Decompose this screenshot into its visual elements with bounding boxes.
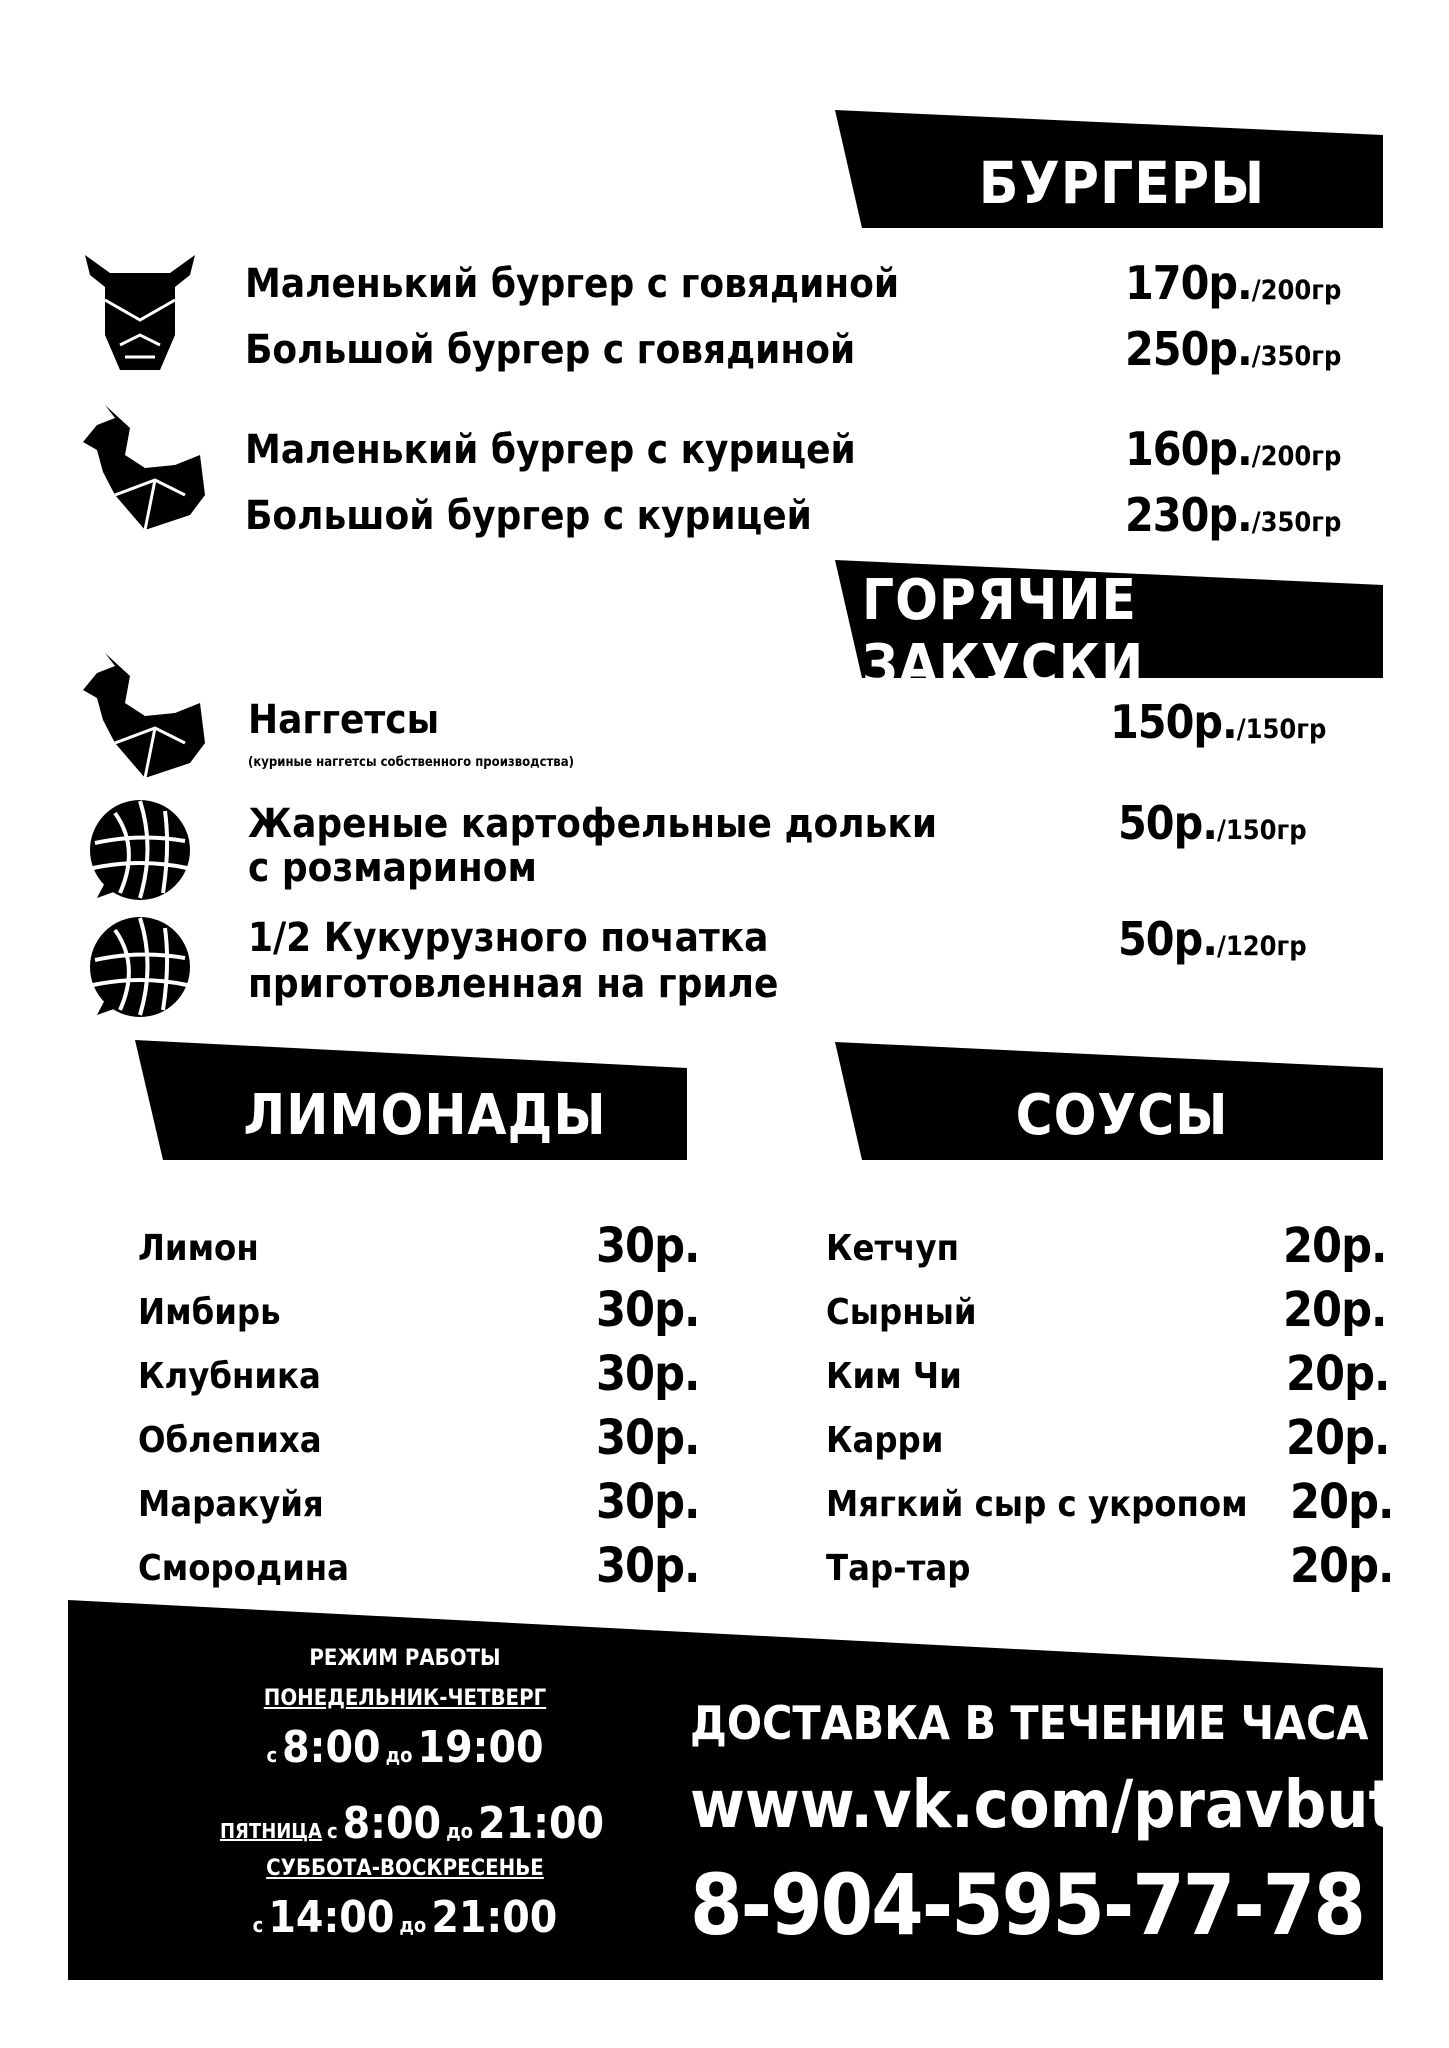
weekend-label: СУББОТА-ВОСКРЕСЕНЬЕ [266, 1856, 544, 1881]
menu-item-name: Большой бургер с курицей [245, 493, 812, 539]
lemonade-name: Имбирь [138, 1292, 281, 1333]
friday-hours: ПЯТНИЦА с 8:00 до 21:00 [220, 1798, 605, 1849]
lemonade-price: 30р. [596, 1474, 700, 1530]
menu-item-name: Большой бургер с говядиной [245, 327, 856, 373]
menu-item-name: 1/2 Кукурузного початка [248, 915, 769, 961]
sauce-price: 20р. [1286, 1410, 1390, 1466]
lemonade-price: 30р. [596, 1282, 700, 1338]
menu-item-name: Жареные картофельные дольки [248, 801, 938, 847]
chicken-icon [75, 400, 210, 535]
sauce-price: 20р. [1283, 1282, 1387, 1338]
weekdays-hours: с 8:00 до 19:00 [266, 1722, 544, 1773]
menu-item-price: 160р./200гр [1125, 422, 1342, 476]
menu-item-name: Маленький бургер с говядиной [245, 261, 900, 307]
section-title-burgers: БУРГЕРЫ [978, 149, 1266, 217]
section-title-lemonades: ЛИМОНАДЫ [243, 1082, 607, 1148]
sauce-name: Ким Чи [826, 1356, 962, 1397]
lemonade-price: 30р. [596, 1410, 700, 1466]
menu-item-price: 50р./150гр [1118, 796, 1307, 850]
menu-item-name: приготовленная на гриле [248, 961, 779, 1007]
menu-item-note: (куриные наггетсы собственного производства) [248, 755, 574, 770]
menu-item-name: Наггетсы [248, 697, 440, 743]
menu-item-name: с розмарином [248, 845, 537, 891]
menu-item-price: 170р./200гр [1125, 256, 1342, 310]
phone-number[interactable]: 8-904-595-77-78 [690, 1856, 1364, 1954]
lemonade-price: 30р. [596, 1218, 700, 1274]
sauce-price: 20р. [1290, 1474, 1394, 1530]
sauce-price: 20р. [1290, 1538, 1394, 1594]
menu-item-price: 50р./120гр [1118, 912, 1307, 966]
menu-item-price: 150р./150гр [1110, 695, 1327, 749]
lemonade-price: 30р. [596, 1346, 700, 1402]
sauce-price: 20р. [1283, 1218, 1387, 1274]
menu-item-price: 230р./350гр [1125, 488, 1342, 542]
cow-head-icon [80, 245, 200, 380]
lemonade-name: Маракуйя [138, 1484, 324, 1525]
website-link[interactable]: www.vk.com/pravbut [690, 1766, 1397, 1843]
weekdays-label: ПОНЕДЕЛЬНИК-ЧЕТВЕРГ [263, 1686, 547, 1711]
chicken-icon [75, 648, 210, 783]
potato-icon [85, 793, 200, 908]
sauce-name: Кетчуп [826, 1228, 959, 1269]
section-title-hot-snacks: ГОРЯЧИЕ ЗАКУСКИ [862, 568, 1145, 698]
sauce-price: 20р. [1286, 1346, 1390, 1402]
hours-title: РЕЖИМ РАБОТЫ [309, 1646, 501, 1671]
sauce-name: Карри [826, 1420, 944, 1461]
menu-item-price: 250р./350гр [1125, 322, 1342, 376]
delivery-text: ДОСТАВКА В ТЕЧЕНИЕ ЧАСА [690, 1696, 1369, 1750]
lemonade-price: 30р. [596, 1538, 700, 1594]
menu-item-name: Маленький бургер с курицей [245, 427, 856, 473]
weekend-hours: с 14:00 до 21:00 [252, 1892, 558, 1943]
lemonade-name: Смородина [138, 1548, 350, 1589]
corn-icon [85, 910, 200, 1025]
section-title-sauces: СОУСЫ [1015, 1082, 1229, 1148]
sauce-name: Сырный [826, 1292, 977, 1333]
sauce-name: Мягкий сыр с укропом [826, 1484, 1248, 1525]
sauce-name: Тар-тар [826, 1548, 971, 1589]
lemonade-name: Лимон [138, 1228, 259, 1269]
lemonade-name: Клубника [138, 1356, 321, 1397]
lemonade-name: Облепиха [138, 1420, 322, 1461]
